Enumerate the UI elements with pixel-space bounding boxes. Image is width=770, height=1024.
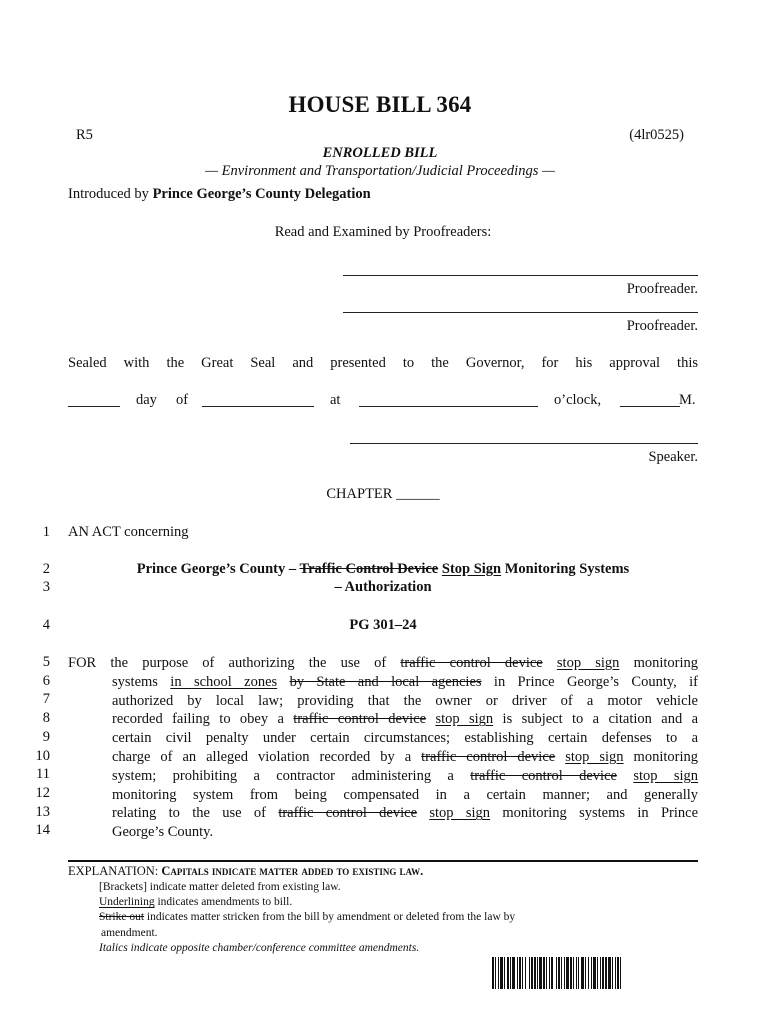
text-run: recorded failing to obey a	[112, 711, 294, 728]
enrolled-bill-label: ENROLLED BILL	[322, 145, 438, 161]
act-title-line-1	[68, 561, 698, 578]
proofreader-label-2: Proofreader.	[626, 318, 698, 334]
sealing-date-line	[68, 392, 698, 412]
purpose-line-9: certain civil penalty under certain circumstances; establishing certain defenses to a	[112, 730, 698, 747]
purpose-line-13	[68, 804, 698, 823]
bill-title: HOUSE BILL 364	[288, 92, 472, 117]
struck-text: traffic control device	[278, 805, 418, 822]
line-number: 4	[42, 617, 50, 633]
explanation-header	[68, 864, 423, 880]
line-number: 11	[36, 766, 50, 782]
of-word: of	[176, 392, 189, 408]
pg-number: PG 301–24	[349, 617, 417, 633]
underlining-text: indicates amendments to bill.	[154, 896, 293, 908]
line-number: 2	[42, 561, 50, 577]
speaker-signature-line	[350, 443, 698, 444]
line-number: 10	[35, 748, 50, 764]
explanation-strikeout-cont: amendment.	[101, 927, 158, 939]
introduced-by-line	[68, 186, 371, 203]
purpose-line-14: George’s County.	[112, 824, 214, 841]
explanation-underlining	[99, 895, 292, 911]
chapter-line: CHAPTER ______	[326, 486, 440, 502]
barcode-image	[492, 957, 680, 989]
line-number: 3	[42, 579, 50, 595]
line-number: 6	[42, 673, 50, 689]
line-number: 5	[42, 654, 50, 670]
inserted-text: in school zones	[170, 673, 278, 690]
line-number: 12	[35, 785, 50, 801]
struck-text: traffic control device	[470, 767, 617, 784]
text-run: monitoring	[619, 655, 699, 671]
day-blank	[68, 406, 120, 407]
struck-text: traffic control device	[400, 655, 543, 671]
text-run: relating to the use of	[112, 805, 279, 822]
day-word: day	[136, 392, 157, 408]
text-run: systems	[112, 673, 171, 690]
strikeout-sample: Strike out	[99, 911, 145, 923]
inserted-text: stop sign	[633, 767, 699, 784]
brackets-sample: [Brackets]	[99, 881, 147, 893]
inserted-text: stop sign	[435, 711, 494, 728]
introduced-prefix: Introduced by	[68, 186, 153, 202]
explanation-capitals: Capitals indicate matter added to existing law.	[161, 864, 424, 878]
inserted-text: stop sign	[429, 805, 491, 822]
purpose-line-10	[68, 748, 698, 767]
underlining-sample: Underlining	[99, 896, 155, 908]
text-run: charge of an alleged violation recorded by a	[112, 748, 422, 765]
purpose-line-11	[68, 767, 698, 786]
act-title-suffix: Monitoring Systems	[501, 561, 630, 577]
explanation-brackets	[99, 880, 341, 896]
explanation-divider	[68, 860, 698, 862]
explanation-label: EXPLANATION:	[68, 864, 162, 878]
purpose-line-6	[68, 673, 698, 692]
strikeout-text: indicates matter stricken from the bill by amendment or deleted from the law by	[144, 911, 516, 923]
speaker-label: Speaker.	[648, 449, 698, 465]
struck-text: traffic control device	[421, 748, 556, 765]
purpose-paragraph	[68, 654, 698, 842]
line-number: 7	[42, 691, 50, 707]
line-number: 8	[42, 710, 50, 726]
line-number: 9	[42, 729, 50, 745]
act-title-line-2: – Authorization	[334, 579, 432, 595]
inserted-text: stop sign	[565, 748, 624, 765]
bill-code-left: R5	[76, 127, 93, 143]
text-run: system; prohibiting a contractor administering a	[112, 767, 471, 784]
proofreader-label-1: Proofreader.	[626, 281, 698, 297]
time-blank	[359, 406, 538, 407]
m-word: M.	[679, 392, 696, 408]
read-examined-line: Read and Examined by Proofreaders:	[274, 224, 492, 240]
month-blank	[202, 406, 314, 407]
purpose-line-5	[68, 654, 698, 673]
proofreader-signature-line-2	[343, 312, 698, 313]
oclock-word: o’clock,	[554, 392, 602, 408]
purpose-line-12: monitoring system from being compensated in a certain manner; and generally	[112, 786, 698, 803]
explanation-italics: Italics indicate opposite chamber/conference committee amendments.	[99, 942, 420, 954]
act-title-struck: Traffic Control Device	[299, 561, 439, 577]
committees-line: — Environment and Transportation/Judicial Proceedings —	[205, 163, 555, 179]
text-run: is subject to a citation and a	[493, 711, 699, 728]
text-run: in Prince George’s County, if	[481, 673, 699, 690]
struck-text: traffic control device	[293, 711, 427, 728]
text-run: FOR the purpose of authorizing the use of	[68, 655, 401, 671]
proofreader-signature-line-1	[343, 275, 698, 276]
bill-code-right: (4lr0525)	[629, 127, 684, 143]
introduced-sponsor: Prince George’s County Delegation	[152, 186, 371, 202]
line-number: 14	[35, 822, 50, 838]
explanation-strikeout	[99, 910, 515, 926]
meridiem-blank	[620, 406, 680, 407]
act-concerning: AN ACT concerning	[68, 524, 189, 540]
act-title-inserted: Stop Sign	[441, 561, 502, 577]
text-run: monitoring	[623, 748, 698, 765]
act-title-prefix: Prince George’s County –	[136, 561, 300, 577]
text-run: monitoring systems in Prince	[490, 805, 699, 822]
purpose-line-8	[68, 710, 698, 729]
line-number: 13	[35, 804, 50, 820]
struck-text: by State and local agencies	[289, 673, 482, 690]
line-number: 1	[42, 524, 50, 540]
sealed-line: Sealed with the Great Seal and presented to the Governor, for his approval this	[68, 355, 698, 371]
inserted-text: stop sign	[556, 655, 620, 671]
at-word: at	[330, 392, 341, 408]
purpose-line-7: authorized by local law; providing that the owner or driver of a motor vehicle	[112, 692, 698, 709]
brackets-text: indicate matter deleted from existing law.	[146, 881, 341, 893]
